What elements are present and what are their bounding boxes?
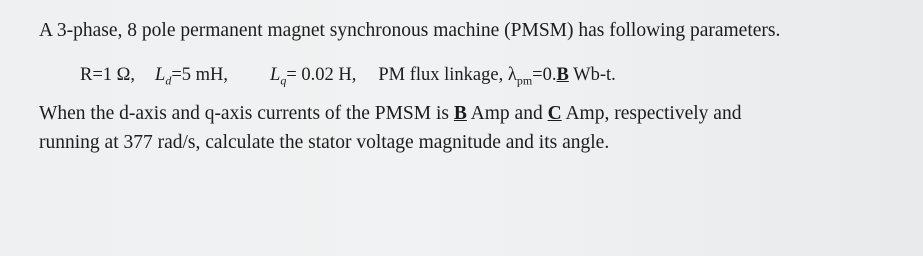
flux-variable-b: B (556, 65, 569, 85)
question-part3: Amp, respectively and (561, 103, 742, 124)
lq-param (270, 65, 357, 88)
question-line-2: running at 377 rad/s, calculate the stator voltage magnitude and its angle. (39, 132, 610, 153)
flux-param (378, 65, 616, 88)
ld-value: =5 mH, (171, 65, 229, 85)
problem-intro: A 3-phase, 8 pole permanent magnet synchronous machine (PMSM) has following parameters. (39, 20, 781, 41)
ld-subscript: d (165, 73, 172, 88)
question-line-1 (39, 102, 741, 126)
ld-symbol: L (155, 65, 166, 85)
question-part1: When the d-axis and q-axis currents of the PMSM is (39, 103, 454, 124)
flux-eq: =0. (532, 65, 557, 85)
lq-value: = 0.02 H, (286, 65, 357, 85)
lq-subscript: q (280, 73, 287, 88)
question-part2: Amp and (466, 103, 548, 124)
resistance-param: R=1 Ω, (80, 65, 136, 85)
variable-c: C (547, 103, 562, 124)
variable-b: B (453, 103, 467, 124)
ld-param (155, 65, 229, 88)
flux-unit: Wb-t. (568, 65, 616, 85)
flux-subscript: pm (516, 73, 533, 88)
flux-prefix: PM flux linkage, λ (378, 65, 517, 85)
parameter-list (80, 63, 616, 87)
lq-symbol: L (270, 65, 281, 85)
